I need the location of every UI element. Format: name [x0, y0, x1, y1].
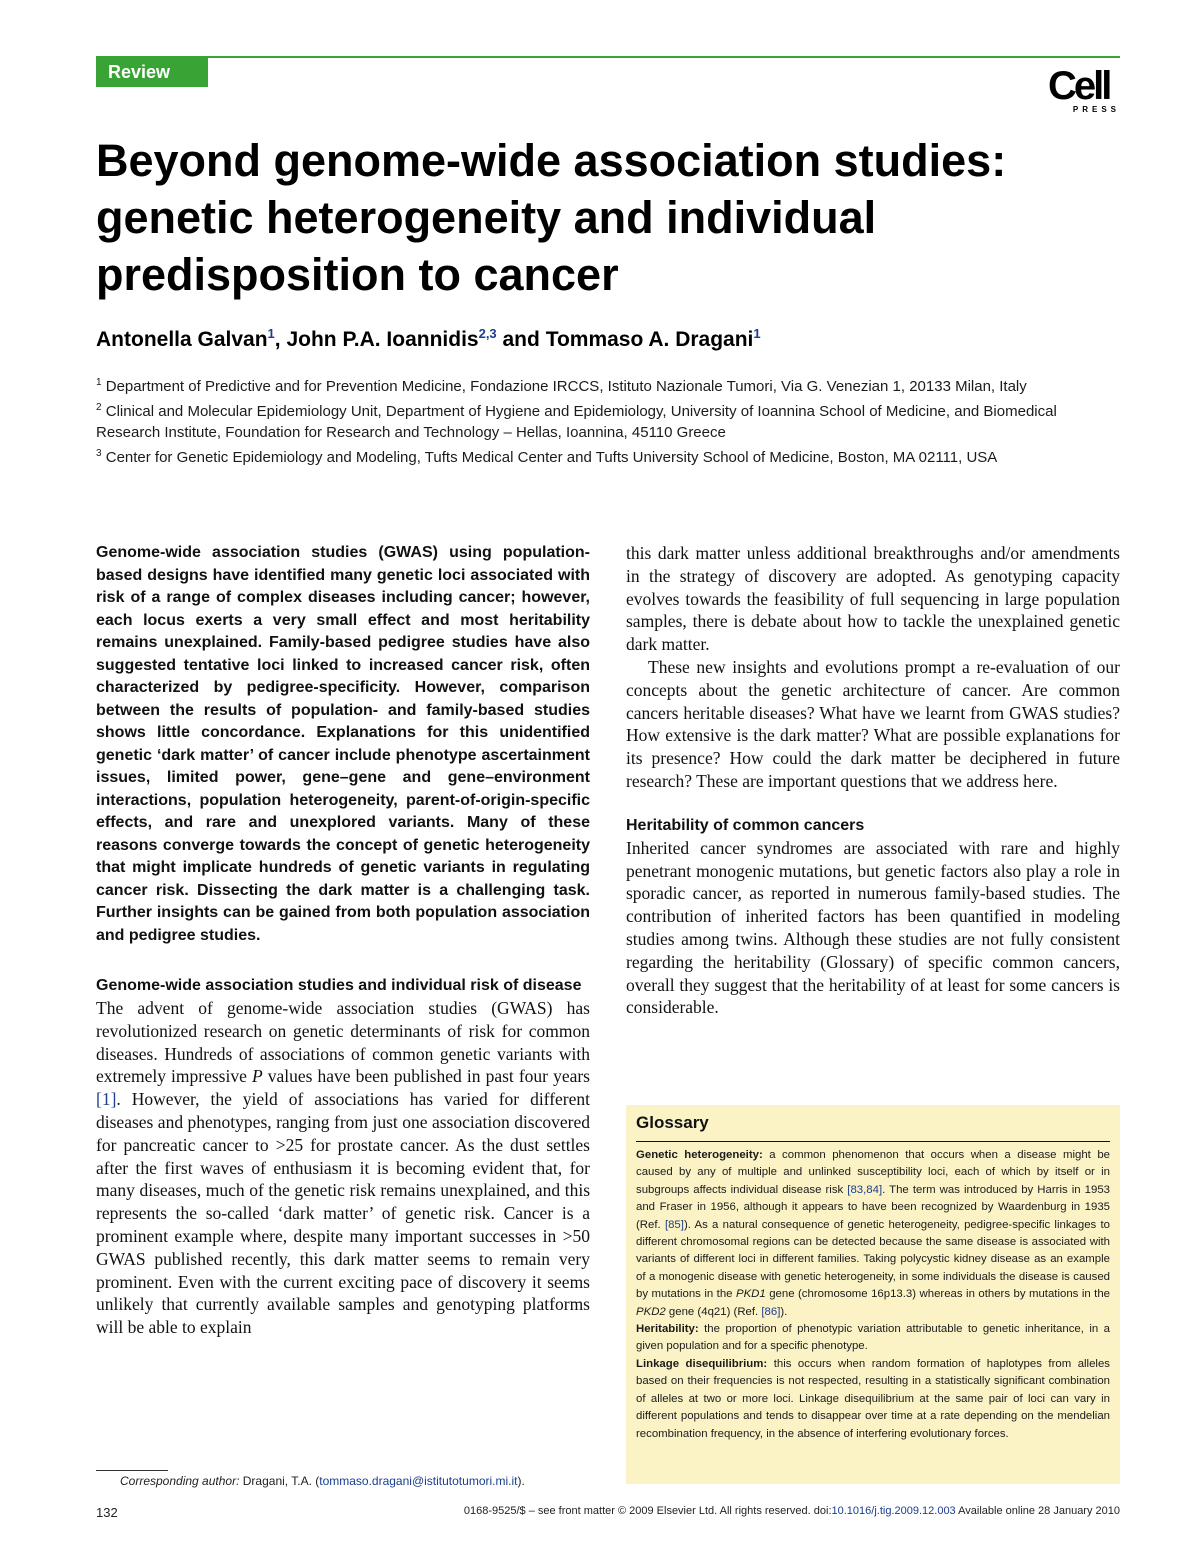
glossary-title: Glossary [636, 1113, 709, 1132]
glossary-entries [636, 1147, 1110, 1443]
text-run: the proportion of phenotypic variation attributable to genetic inheritance, in a given population and for a specific phenotype. [636, 1323, 1110, 1353]
text-run: . However, the yield of associations has varied for different diseases and phenotypes, ranging from just one association discovered for pancreatic cancer to >25 for prostate cancer. As the dust settles after the first waves of enthusiasm it is becoming evident that, for many diseases, much of the genetic risk remains unexplained, and this represents the so-called ‘dark matter’ of genetic risk. Cancer is a prominent example where, despite many important successes in >50 GWAS published recently, this dark matter seems to remain very prominent. Even with the current exciting pace of discovery it seems unlikely that currently available samples and genotyping platforms will be able to explain [96, 1089, 590, 1338]
body-paragraph: this dark matter unless additional breakthroughs and/or amendments in the strategy of discovery are adopted. As genotyping capacity evolves towards the feasibility of full sequencing in large population samples, there is debate about how to tackle the unexplained genetic dark matter. [626, 543, 1120, 655]
footnote-rule [96, 1470, 168, 1471]
glossary-term: Linkage disequilibrium: [636, 1357, 768, 1370]
affiliation [96, 372, 1122, 397]
body-paragraph: These new insights and evolutions prompt a re-evaluation of our concepts about the genetic architecture of cancer. Are common cancers heritable diseases? What have we learnt from GWAS studies? How extensive is the dark matter? What are possible explanations for its presence? How could the dark matter be deciphered in future research? These are important questions that we address here. [626, 656, 1120, 791]
logo-subtext: PRESS [1072, 105, 1120, 114]
text-run: ). As a natural consequence of genetic heterogeneity, pedigree-specific linkages to different chromosomal regions can be detected because the same disease is associated with variants of different loci in different families. Taking polycystic kidney disease as an example of a monogenic disease with genetic heterogeneity, in some individuals the disease is caused by mutations in the [636, 1218, 1110, 1301]
footnote-label: Corresponding author: [120, 1474, 240, 1488]
text-run: gene (4q21) (Ref. [665, 1305, 762, 1318]
glossary-term: Genetic heterogeneity: [636, 1149, 763, 1161]
text-run: Dragani, T.A. ( [239, 1474, 320, 1488]
article-title: Beyond genome-wide association studies: genetic heterogeneity and individual predisposition to cancer [96, 135, 1007, 300]
author-name: Antonella Galvan [96, 328, 268, 351]
glossary-rule [636, 1141, 1110, 1142]
glossary-term: Heritability: [636, 1323, 699, 1336]
text-run: this occurs when random formation of haplotypes from alleles based on their frequencies is not respected, resulting in a statistically significant combination of alleles at two or more loci. Linkage disequilibrium at the same pair of loci can vary in different populations and tends to disappear over time at a rate depending on the mendelian recombination frequency, in the absence of interfering evolutionary forces. [636, 1357, 1110, 1440]
section-heading: Heritability of common cancers [626, 816, 865, 834]
footer-line [378, 1505, 1120, 1517]
glossary-entry [636, 1321, 1110, 1356]
author-name: Tommaso A. Dragani [545, 328, 754, 351]
author-affil-marker[interactable]: 1 [753, 326, 761, 341]
left-column [96, 542, 590, 1339]
citation-link[interactable]: [85] [664, 1218, 684, 1231]
doi-link[interactable]: 10.1016/j.tig.2009.12.003 [831, 1505, 956, 1517]
body-paragraph: Inherited cancer syndromes are associated with rare and highly penetrant monogenic mutations, but genetic factors also play a role in sporadic cancer, as reported in numerous family-based studies. The contribution of inherited factors has been quantified in modeling studies among twins. Although these studies are not fully consistent regarding the heritability (Glossary) of specific common cancers, overall they suggest that the heritability of at least for some cancers is considerable. [626, 837, 1120, 1018]
abstract: Genome-wide association studies (GWAS) using population-based designs have identified many genetic loci associated with risk of a range of complex diseases including cancer; however, each locus exerts a very small effect and most heritability remains unexplained. Family-based pedigree studies have also suggested tentative loci linked to increased cancer risk, often characterized by pedigree-specificity. However, comparison between the results of population- and family-based studies shows little concordance. Explanations for this unidentified genetic ‘dark matter’ of cancer include phenotype ascertainment issues, limited power, gene–gene and gene–environment interactions, population heterogeneity, parent-of-origin-specific effects, and rare and unexplored variants. Many of these reasons converge towards the concept of genetic heterogeneity that might implicate hundreds of genetic variants in regulating cancer risk. Dissecting the dark matter is a challenging task. Further insights can be gained from both population association and pedigree studies. [96, 544, 590, 944]
italic-symbol: P [251, 1066, 263, 1087]
text-run: gene (chromosome 16p13.3) whereas in others by mutations in the [765, 1288, 1110, 1301]
affiliation-text: Center for Genetic Epidemiology and Modeling, Tufts Medical Center and Tufts University School of Medicine, Boston, MA 02111, USA [105, 449, 998, 466]
section-heading: Genome-wide association studies and individual risk of disease [96, 977, 582, 994]
affiliation-number: 2 [96, 402, 102, 413]
affiliation [96, 397, 1122, 443]
author-separator: , [274, 328, 287, 351]
email-link[interactable]: tommaso.dragani@istitutotumori.mi.it [319, 1474, 518, 1488]
affiliation-text: Clinical and Molecular Epidemiology Unit, Department of Hygiene and Epidemiology, University of Ioannina School of Medicine, and Biomedical Research Institute, Foundation for Research and Technology – Hellas, Ioannina, 45110 Greece [96, 403, 1057, 441]
citation-link[interactable]: [83,84] [847, 1183, 883, 1196]
affiliation-number: 3 [96, 448, 102, 459]
author-affil-marker[interactable]: 1 [267, 326, 275, 341]
corresponding-author [120, 1474, 600, 1488]
text-run: . The term was introduced by Harris in 1953 and Fraser in 1956, although it appears to have been recognized by Waardenburg in 1935 (Ref. [636, 1183, 1110, 1231]
gene-name: PKD1 [735, 1288, 766, 1301]
text-run: ). [517, 1474, 525, 1488]
text-run: values have been published in past four years [262, 1066, 590, 1087]
body-paragraph [96, 997, 590, 1339]
text-run: ). [780, 1305, 788, 1318]
right-column [626, 542, 1120, 1019]
gene-name: PKD2 [636, 1305, 666, 1318]
logo-text: Cell [1048, 64, 1110, 108]
affiliation-number: 1 [96, 377, 102, 388]
cell-press-logo [1048, 66, 1120, 114]
author-affil-marker[interactable]: 2,3 [478, 326, 497, 341]
text-run: a common phenomenon that occurs when a disease might be caused by any of multiple and unlinked susceptibility loci, each of which by itself or in subgroups affects individual disease risk [636, 1149, 1110, 1196]
affiliations [96, 372, 1122, 468]
text-run: Available online 28 January 2010 [955, 1505, 1120, 1517]
page-number: 132 [96, 1505, 118, 1520]
text-run: 0168-9525/$ – see front matter © 2009 Elsevier Ltd. All rights reserved. doi: [463, 1505, 832, 1517]
top-rule [96, 56, 1120, 58]
glossary-box [626, 1105, 1120, 1484]
affiliation [96, 443, 1122, 468]
author-list [96, 326, 1096, 352]
citation-link[interactable]: [1] [96, 1089, 117, 1110]
affiliation-text: Department of Predictive and for Prevention Medicine, Fondazione IRCCS, Istituto Nazionale Tumori, Via G. Venezian 1, 20133 Milan, Italy [105, 378, 1027, 395]
author-name: John P.A. Ioannidis [286, 328, 479, 351]
glossary-entry [636, 1147, 1110, 1321]
section-label: Review [96, 57, 208, 87]
glossary-entry [636, 1356, 1110, 1443]
citation-link[interactable]: [86] [761, 1305, 781, 1318]
text-run: The advent of genome-wide association studies (GWAS) has revolutionized research on genetic determinants of risk for common diseases. Hundreds of associations of common genetic variants with extremely impressive [96, 998, 590, 1087]
author-separator: and [496, 328, 546, 351]
